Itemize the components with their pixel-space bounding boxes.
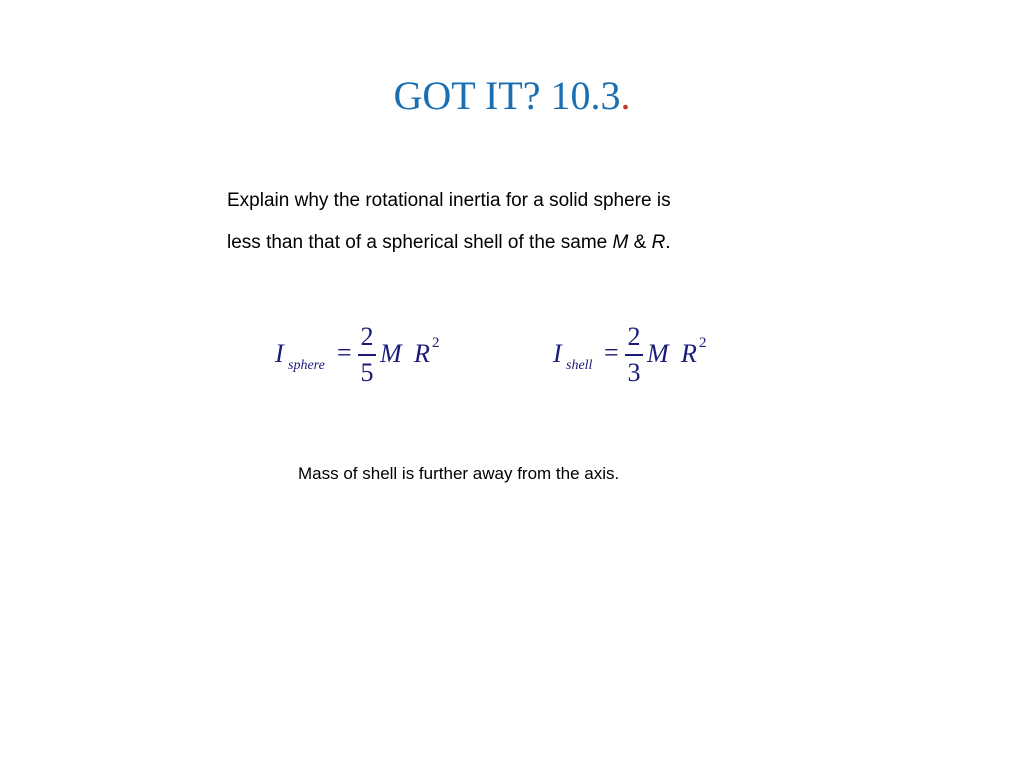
question-line-2 xyxy=(227,222,787,264)
exponent: 2 xyxy=(432,335,440,351)
question-line-1: Explain why the rotational inertia for a solid sphere is xyxy=(227,190,671,211)
ampersand: & xyxy=(628,232,652,253)
fraction-numerator: 2 xyxy=(360,322,374,351)
question-text xyxy=(227,180,787,264)
fraction-denominator: 3 xyxy=(627,357,641,387)
radius-symbol: R xyxy=(414,339,430,368)
fraction-bar xyxy=(358,354,376,356)
title-text: GOT IT? 10.3 xyxy=(393,73,621,118)
fraction-bar xyxy=(625,354,643,356)
exponent: 2 xyxy=(699,335,707,351)
inertia-symbol: I xyxy=(553,339,562,368)
variable-mass: M xyxy=(612,232,629,253)
mass-symbol: M xyxy=(380,339,402,368)
title-dot: . xyxy=(620,73,631,118)
equals-sign: = xyxy=(604,338,619,367)
fraction xyxy=(625,322,643,388)
fraction-denominator: 5 xyxy=(360,357,374,387)
slide-title xyxy=(0,70,1024,122)
subscript-shell: shell xyxy=(566,358,593,373)
mass-symbol: M xyxy=(647,339,669,368)
question-line-2-prefix: less than that of a spherical shell of the same xyxy=(227,232,613,253)
question-period: . xyxy=(665,232,671,253)
inertia-symbol: I xyxy=(275,339,284,368)
fraction-numerator: 2 xyxy=(627,322,641,351)
answer-text: Mass of shell is further away from the axis. xyxy=(298,464,620,483)
equals-sign: = xyxy=(337,338,352,367)
subscript-sphere: sphere xyxy=(288,358,325,373)
fraction xyxy=(358,322,376,388)
variable-radius: R xyxy=(651,232,666,253)
radius-symbol: R xyxy=(681,339,697,368)
